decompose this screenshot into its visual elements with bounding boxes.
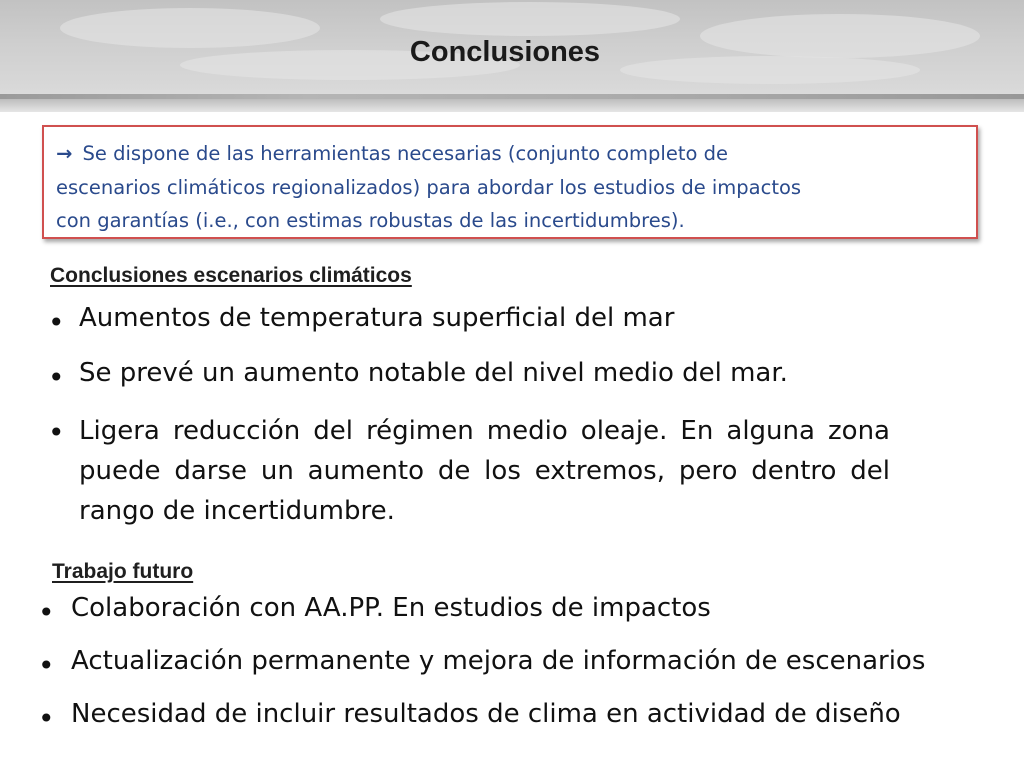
list-item-text: Actualización permanente y mejora de información de escenarios [71,646,926,676]
future-work-bullet-list [38,593,998,752]
scenarios-bullet-list [48,303,890,531]
slide-title: Conclusiones [409,36,601,68]
scenarios-heading: Conclusiones escenarios climáticos [50,264,412,287]
bullet-icon: • [48,361,65,394]
bullet-icon: • [38,702,55,735]
list-item-text: Necesidad de incluir resultados de clima en actividad de diseño [71,699,901,729]
bullet-icon: • [48,416,65,449]
list-item-text: Colaboración con AA.PP. En estudios de impactos [71,593,711,623]
summary-callout-box [42,125,978,239]
right-arrow-icon: → [56,142,73,165]
callout-line: escenarios climáticos regionalizados) para abordar los estudios de impactos [56,175,802,199]
bullet-icon: • [38,649,55,682]
callout-text [56,137,956,238]
future-work-heading: Trabajo futuro [52,560,194,583]
bullet-icon: • [38,596,55,629]
callout-line: → Se dispone de las herramientas necesarias (conjunto completo de [56,142,728,165]
list-item-text: Se prevé un aumento notable del nivel medio del mar. [79,358,788,388]
list-item [38,699,998,752]
list-item [48,303,890,358]
list-item [48,358,890,411]
list-item-text: Aumentos de temperatura superficial del mar [79,303,675,333]
list-item [38,646,998,699]
list-item [48,411,890,531]
list-item [38,593,998,646]
list-item-text: Ligera reducción del régimen medio oleaje. En alguna zona puede darse un aumento de los extremos, pero dentro del rango de incertidumbre. [79,416,890,526]
callout-line: con garantías (i.e., con estimas robustas de las incertidumbres). [56,209,685,232]
bullet-icon: • [48,306,65,339]
